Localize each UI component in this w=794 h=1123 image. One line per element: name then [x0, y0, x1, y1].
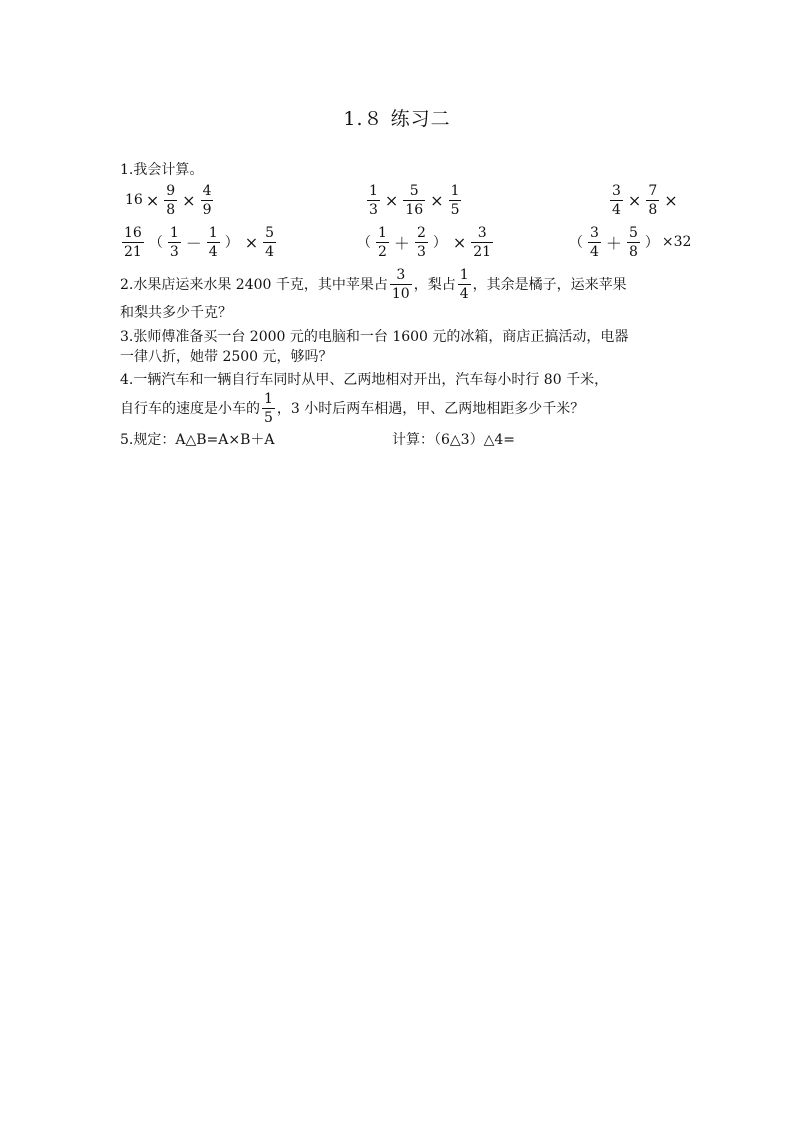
q2-text: ，梨占	[413, 277, 456, 293]
fraction: $\frac{9}{8}$	[166, 182, 176, 218]
q4-line-1: 4.一辆汽车和一辆自行车同时从甲、乙两地相对开出，汽车每小时行 80 千米，	[120, 372, 609, 388]
q1-expr-1	[125, 180, 215, 220]
q1-expr-6	[566, 222, 691, 262]
fraction: $\frac{16}{21}$	[124, 224, 142, 260]
times-sign: ×	[244, 232, 259, 252]
left-paren: （	[569, 235, 583, 251]
fraction: $\frac{1}{2}$	[378, 224, 387, 260]
q2-text: ，其余是橘子，运来苹果	[472, 277, 627, 293]
times-sign: ×	[182, 190, 196, 210]
fraction: $\frac{1}{3}$	[369, 182, 378, 218]
times-sign: ×	[145, 190, 160, 210]
fraction: $\frac{2}{3}$	[416, 224, 426, 260]
fraction: $\frac{5}{4}$	[265, 224, 275, 260]
fraction: $\frac{3}{4}$	[612, 182, 621, 218]
minus-sign: －	[185, 233, 202, 253]
fraction: $\frac{1}{4}$	[208, 224, 218, 260]
plus-sign: ＋	[393, 233, 410, 253]
q1-label: 1.我会计算。	[120, 162, 204, 178]
q3-line-2: 一律八折，她带 2500 元，够吗？	[120, 349, 333, 365]
expr-number: 16	[125, 192, 143, 208]
times-sign: ×	[664, 190, 678, 210]
q5-rule: 5.规定：A△B=A×B＋A	[120, 432, 275, 448]
q2-text: 2.水果店运来水果 2400 千克，其中苹果占	[120, 277, 388, 293]
fraction: $\frac{1}{5}$	[450, 182, 460, 218]
fraction: $\frac{5}{8}$	[628, 224, 638, 260]
q1-expr-4	[120, 222, 278, 262]
fraction: $\frac{1}{4}$	[459, 266, 469, 302]
page-title: 1.８ 练习二	[343, 108, 451, 130]
fraction: $\frac{1}{5}$	[264, 390, 273, 426]
fraction: $\frac{1}{3}$	[169, 224, 179, 260]
q4-text: 自行车的速度是小车的	[120, 401, 260, 417]
q2-line-2: 和梨共多少千克？	[120, 305, 232, 321]
left-paren: （	[357, 235, 371, 251]
times-sign: ×	[627, 190, 642, 210]
right-paren: ）	[432, 235, 447, 251]
q5-calc: 计算：（6△3）△4=	[392, 432, 515, 448]
q1-expr-2	[365, 180, 463, 220]
fraction: $\frac{3}{4}$	[590, 224, 599, 260]
plus-sign: ＋	[605, 233, 622, 253]
q4-text: ，3 小时后两车相遇，甲、乙两地相距多少千米？	[276, 401, 585, 417]
expr-tail: ×32	[661, 234, 692, 250]
times-sign: ×	[430, 190, 444, 210]
right-paren: ）	[224, 235, 239, 251]
q1-expr-3	[608, 180, 681, 220]
q3-line-1: 3.张师傅准备买一台 2000 元的电脑和一台 1600 元的冰箱，商店正搞活动，电器	[120, 329, 629, 345]
fraction: $\frac{3}{10}$	[391, 266, 410, 302]
q1-expr-5	[354, 222, 495, 262]
fraction: $\frac{5}{16}$	[405, 182, 424, 218]
times-sign: ×	[452, 232, 467, 252]
q2-line-1	[120, 264, 627, 304]
left-paren: （	[148, 235, 163, 251]
fraction: $\frac{4}{9}$	[202, 182, 212, 218]
fraction: $\frac{3}{21}$	[473, 224, 492, 260]
right-paren: ）	[644, 235, 659, 251]
times-sign: ×	[384, 190, 399, 210]
q4-line-2	[120, 388, 584, 428]
fraction: $\frac{7}{8}$	[648, 182, 658, 218]
